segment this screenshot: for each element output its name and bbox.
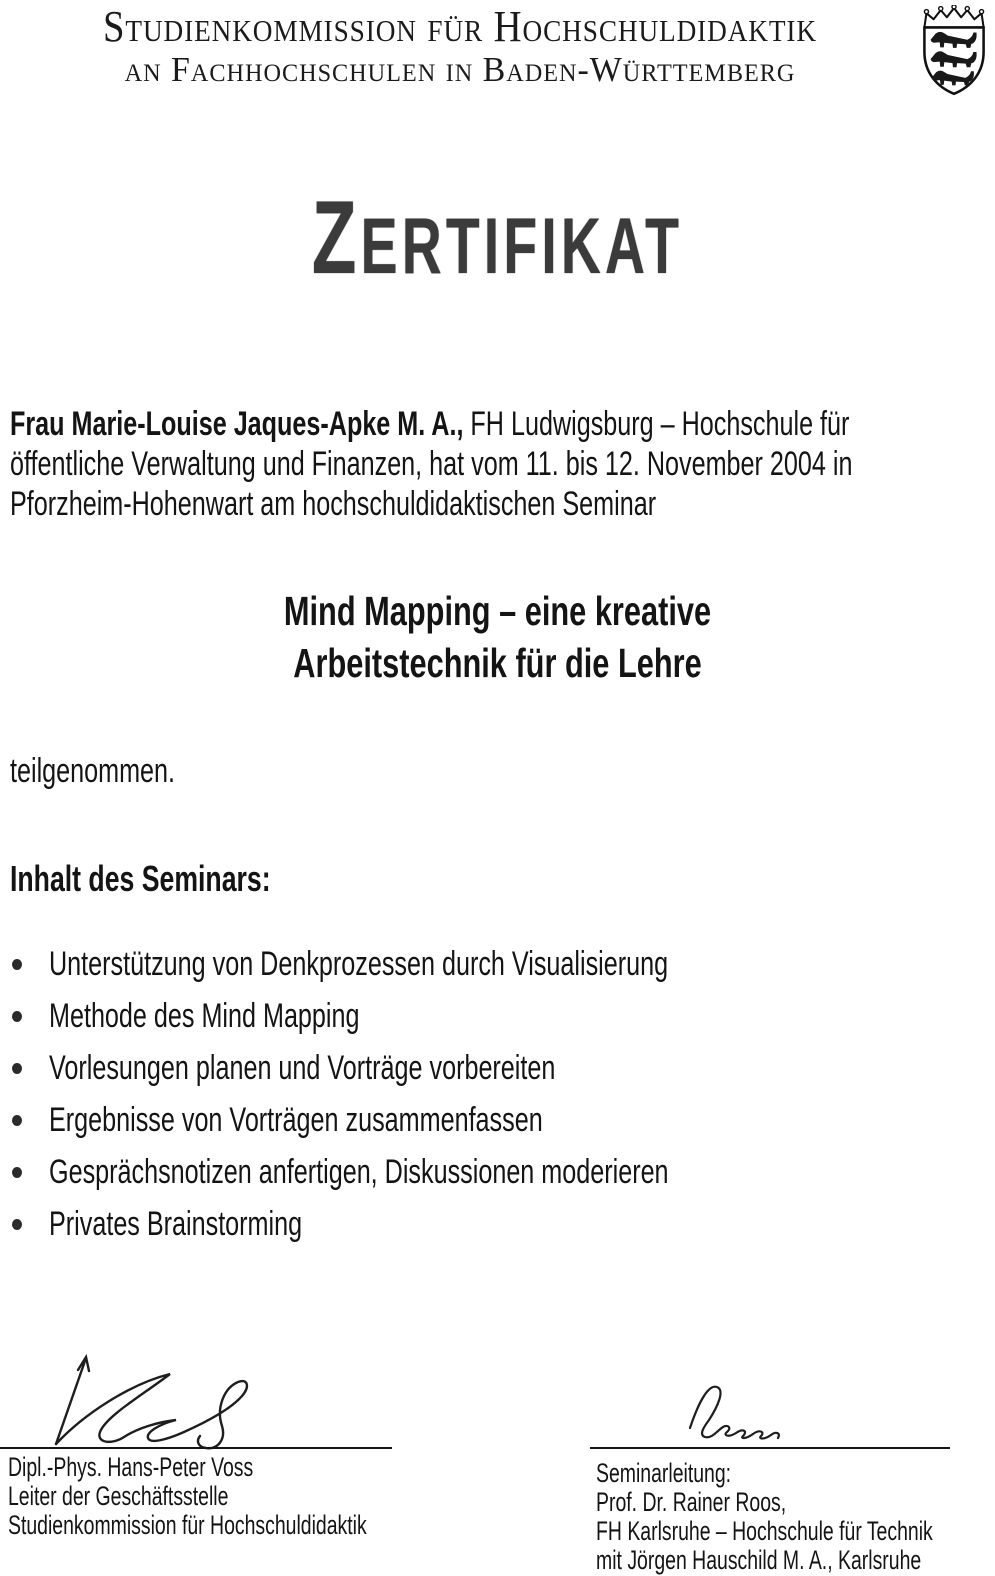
list-item: Vorlesungen planen und Vorträge vorbereiten xyxy=(12,1042,987,1094)
list-item: Gesprächsnotizen anfertigen, Diskussionen moderieren xyxy=(12,1146,987,1198)
signatory-name: Dipl.-Phys. Hans-Peter Voss xyxy=(8,1452,254,1482)
recipient-line-2: öffentliche Verwaltung und Finanzen, hat vom 11. bis 12. November 2004 in xyxy=(10,445,853,483)
seminar-lead-label: Seminarleitung: xyxy=(596,1458,732,1488)
participation-note: teilgenommen. xyxy=(10,752,176,790)
certificate-title-initial: Z xyxy=(311,180,361,296)
org-header xyxy=(20,4,900,90)
signature-line xyxy=(590,1447,950,1449)
crown-shape xyxy=(924,8,983,27)
recipient-line-3: Pforzheim-Hohenwart am hochschuldidaktischen Seminar xyxy=(10,485,657,523)
signatory-org: Studienkommission für Hochschuldidaktik xyxy=(8,1510,367,1540)
signatory-left-text xyxy=(8,1453,506,1540)
list-item: Privates Brainstorming xyxy=(12,1198,987,1250)
bullet-icon xyxy=(12,1115,22,1126)
seminar-title-line-2: Arbeitstechnik für die Lehre xyxy=(293,640,702,686)
signatory-role: Leiter der Geschäftsstelle xyxy=(8,1481,229,1511)
org-name-line2: an Fachhochschulen in Baden-Württemberg xyxy=(124,50,796,89)
content-heading: Inhalt des Seminars: xyxy=(10,858,271,899)
org-name-line1: Studienkommission für Hochschuldidaktik xyxy=(103,2,817,51)
list-item: Unterstützung von Denkprozessen durch Visualisierung xyxy=(12,938,987,990)
recipient-paragraph xyxy=(10,404,995,524)
bullet-icon xyxy=(12,959,22,970)
lion-shapes xyxy=(931,32,977,85)
signatory-right-text xyxy=(596,1459,995,1575)
seminar-colead: mit Jörgen Hauschild M. A., Karlsruhe xyxy=(596,1545,922,1575)
baden-wuerttemberg-coat-of-arms-icon xyxy=(914,5,994,105)
bullet-icon xyxy=(12,1219,22,1230)
seminar-title-line-1: Mind Mapping – eine kreative xyxy=(283,588,712,634)
certificate-title-rest: ERTIFIKAT xyxy=(360,201,684,290)
list-item: Ergebnisse von Vorträgen zusammenfassen xyxy=(12,1094,987,1146)
list-item: Methode des Mind Mapping xyxy=(12,990,987,1042)
signature-line xyxy=(0,1447,392,1449)
bullet-icon xyxy=(12,1063,22,1074)
recipient-line-1-rest: FH Ludwigsburg – Hochschule für xyxy=(463,405,850,443)
seminar-lead-name: Prof. Dr. Rainer Roos, xyxy=(596,1487,787,1517)
recipient-name: Frau Marie-Louise Jaques-Apke M. A., xyxy=(10,405,464,443)
voss-signature-icon xyxy=(18,1344,318,1452)
roos-signature-icon xyxy=(666,1376,816,1446)
certificate-title xyxy=(149,180,846,296)
seminar-content-list xyxy=(12,938,987,1250)
bullet-icon xyxy=(12,1011,22,1022)
bullet-icon xyxy=(12,1167,22,1178)
seminar-title xyxy=(0,585,995,689)
seminar-lead-org: FH Karlsruhe – Hochschule für Technik xyxy=(596,1516,933,1546)
recipient-line-1 xyxy=(10,404,850,444)
